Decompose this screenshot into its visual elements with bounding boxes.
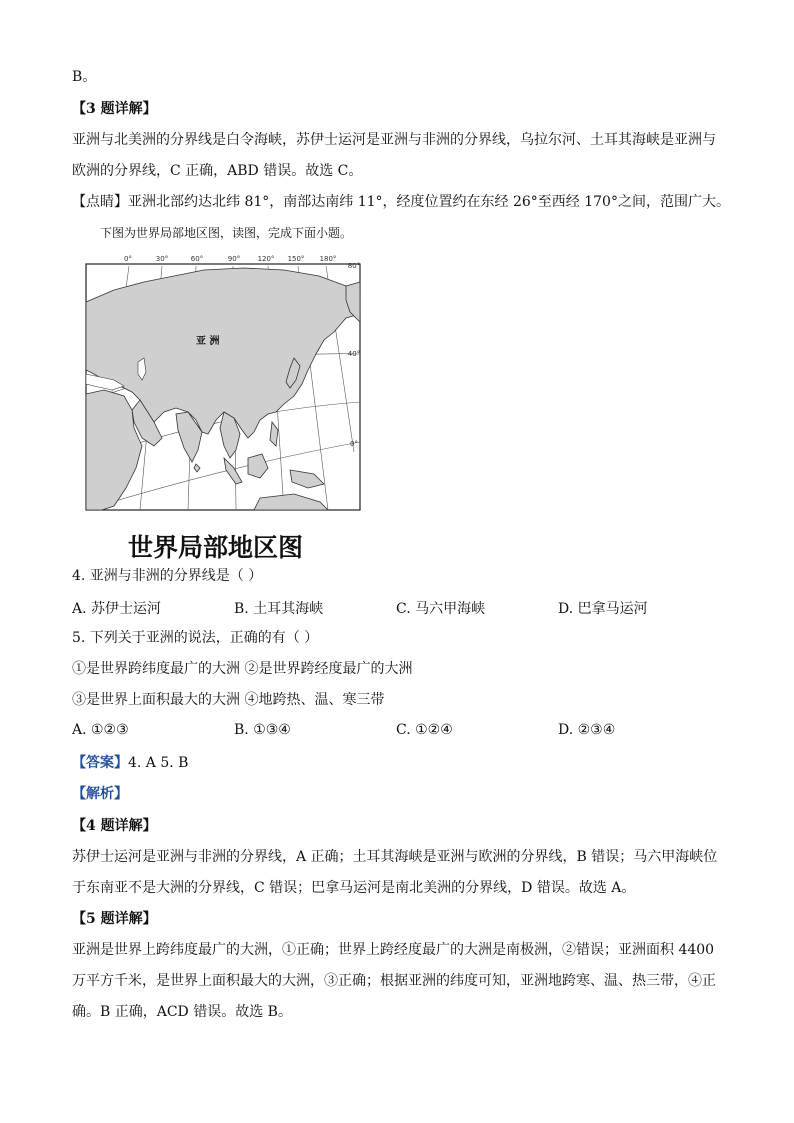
- analysis-tag: 【解析】: [72, 786, 128, 802]
- answer-line: [72, 753, 188, 773]
- q5-option-a: A. ①②③: [72, 722, 129, 738]
- answer-text: 4. A 5. B: [128, 755, 189, 771]
- heading-4-detail: 【4 题详解】: [72, 818, 157, 834]
- q4-option-d: D. 巴拿马运河: [558, 601, 648, 617]
- lon-label-90: 90°: [227, 255, 241, 263]
- continent-label-asia: 亚 洲: [196, 336, 220, 347]
- q5-option-b: B. ①③④: [234, 722, 291, 738]
- lon-label-60: 60°: [190, 255, 204, 263]
- lat-label-80: 80°: [347, 262, 361, 270]
- q4-stem: 4. 亚洲与非洲的分界线是（ ）: [72, 568, 263, 584]
- q5-option-c: C. ①②④: [396, 722, 453, 738]
- paragraph-3-line1: 亚洲与北美洲的分界线是白令海峡，苏伊士运河是亚洲与非洲的分界线，乌拉尔河、土耳其海峡是亚洲与: [72, 132, 716, 148]
- q5-statements-1: ①是世界跨纬度最广的大洲 ②是世界跨经度最广的大洲: [72, 661, 413, 677]
- paragraph-3-line2: 欧洲的分界线，C 正确，ABD 错误。故选 C。: [72, 163, 363, 179]
- lat-label-0: 0°: [350, 440, 358, 448]
- paragraph-5-line1: 亚洲是世界上跨纬度最广的大洲，①正确；世界上跨经度最广的大洲是南极洲，②错误；亚洲面积 4400: [72, 942, 715, 958]
- heading-5-detail: 【5 题详解】: [72, 911, 157, 927]
- lon-label-180: 180°: [319, 255, 337, 263]
- q4-option-c: C. 马六甲海峡: [396, 601, 486, 617]
- q4-option-b: B. 土耳其海峡: [234, 601, 324, 617]
- paragraph-5-line3: 确。B 正确，ACD 错误。故选 B。: [72, 1004, 292, 1020]
- map-title: 世界局部地区图: [128, 533, 304, 562]
- world-partial-map: [84, 255, 366, 512]
- q5-statements-2: ③是世界上面积最大的大洲 ④地跨热、温、寒三带: [72, 692, 385, 708]
- answer-tag: 【答案】: [72, 755, 128, 771]
- q5-option-d: D. ②③④: [558, 722, 616, 738]
- paragraph-4-line1: 苏伊士运河是亚洲与非洲的分界线，A 正确；土耳其海峡是亚洲与欧洲的分界线，B 错误；马六甲海峡位: [72, 849, 718, 865]
- highlight-note: 【点睛】亚洲北部约达北纬 81°，南部达南纬 11°，经度位置约在东经 26°至西经 170°之间，范围广大。: [72, 194, 730, 210]
- line-b: B。: [72, 69, 97, 85]
- lon-label-150: 150°: [287, 255, 305, 263]
- paragraph-4-line2: 于东南亚不是大洲的分界线，C 错误；巴拿马运河是南北美洲的分界线，D 错误。故选 A。: [72, 880, 636, 896]
- lon-label-30: 30°: [155, 255, 169, 263]
- q4-option-a: A. 苏伊士运河: [72, 601, 162, 617]
- lon-label-120: 120°: [257, 255, 275, 263]
- paragraph-5-line2: 万平方千米，是世界上面积最大的大洲，③正确；根据亚洲的纬度可知，亚洲地跨寒、温、热三带，④正: [72, 973, 716, 989]
- lon-label-0: 0°: [124, 255, 132, 263]
- map-intro: 下图为世界局部地区图，读图，完成下面小题。: [100, 226, 353, 240]
- lat-label-40: 40°: [347, 350, 361, 358]
- q5-stem: 5. 下列关于亚洲的说法，正确的有（ ）: [72, 630, 319, 646]
- heading-3-detail: 【3 题详解】: [72, 101, 157, 117]
